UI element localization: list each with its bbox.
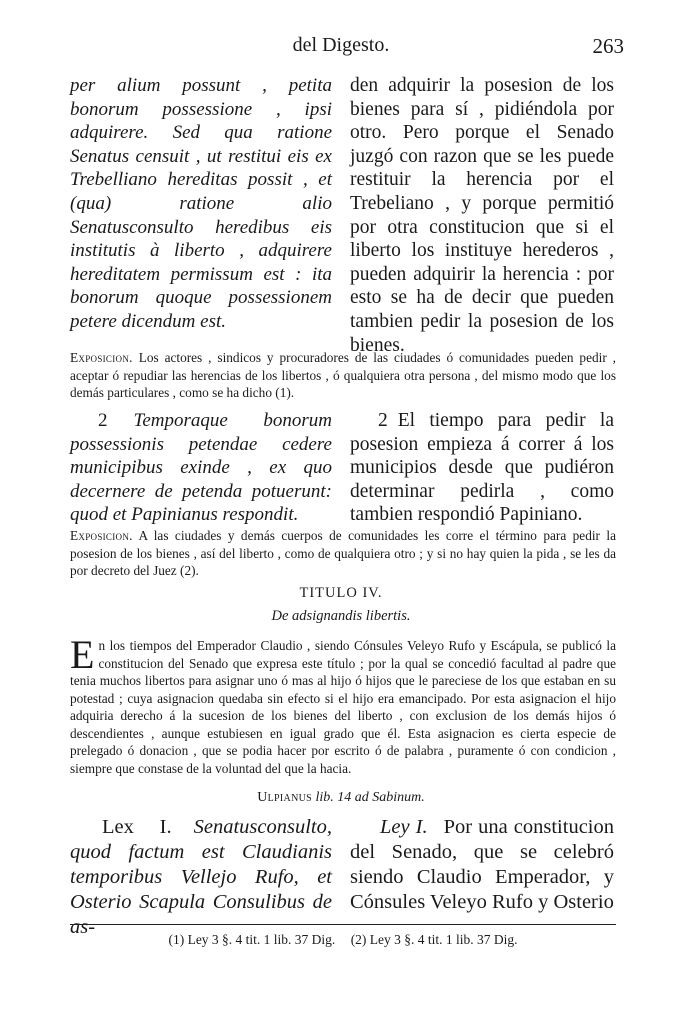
latin-column-1	[70, 74, 332, 334]
titulo-subheading: De adsignandis libertis.	[271, 608, 411, 624]
latin-paragraph-number: 2	[98, 410, 108, 431]
running-header: del Digesto.	[292, 34, 390, 56]
latin-column-3	[70, 815, 332, 940]
footnotes	[70, 932, 616, 948]
source-author: Ulpianus	[257, 790, 312, 805]
spanish-ley-text: Por una constitucion del Senado, que se celebró siendo Claudio Emperador, y Cónsules Veleyo Rufo y Osterio	[350, 816, 614, 913]
exposicion-1	[70, 349, 616, 402]
titulo-introduction	[70, 632, 616, 777]
source-reference: lib. 14 ad Sabinum.	[315, 790, 425, 805]
latin-lex-paragraph	[70, 815, 332, 940]
exposicion-text: Los actores , sindicos y procuradores de las ciudades ó comunidades pueden pedir , aceptar ó repudiar las herencias de los libertos , ó qualquiera otra persona , del mismo modo que los demás particulares , como se ha dicho (1).	[70, 350, 617, 400]
exposicion-label: Exposicion.	[70, 528, 133, 543]
latin-column-2	[70, 409, 332, 527]
page-number: 263	[592, 34, 624, 58]
spanish-paragraph-number: 2	[378, 410, 388, 431]
spanish-ley-paragraph	[350, 815, 614, 915]
latin-paragraph-2	[70, 409, 332, 527]
drop-cap: E	[70, 632, 95, 677]
footnote-divider	[70, 924, 616, 925]
spanish-column-2	[350, 409, 614, 527]
exposicion-label: Exposicion.	[70, 350, 133, 365]
spanish-text-1: den adquirir la posesion de los bienes para sí , pidiéndola por otro. Pero porque el Senado juzgó con razon que se les puede restituir la herencia por el Trebeliano , y porque permitió por otra constitucion que si el liberto los instituye herederos , pueden adquirir la herencia : por esto se ha de decir que pueden tambien pedir la posesion de los bienes.	[350, 75, 614, 356]
lex-label: Lex I.	[102, 816, 172, 838]
latin-text-1: per alium possunt , petita bonorum possessione , ipsi adquirere. Sed qua ratione Senatus censuit , ut restitui eis ex Trebelliano hereditas possit , et (qua) ratione alio Senatusconsulto heredibus eis institutis à liberto , adquirere hereditatem permissum est : ita bonorum quoque possessionem petere dicendum est.	[70, 75, 332, 332]
exposicion-text: A las ciudades y demás cuerpos de comunidades les corre el término para pedir la posesion de los bienes , así del liberto , como de qualquiera otro ; y si no hay quien la pida , se les da por decreto del Juez (2).	[70, 528, 616, 578]
spanish-paragraph-2	[350, 409, 614, 527]
source-citation	[0, 790, 682, 806]
introduction-text: n los tiempos del Emperador Claudio , siendo Cónsules Veleyo Rufo y Escápula, se publicó la constitucion del Senado que expresa este título ; por la qual se concedió facultad al padre que tenia muchos libertos para asignar uno ó mas al hijo ó hijos que le pareciese de los que estaban en su potestad ; cuya asignacion quedaba sin efecto si el hijo era emancipado. Por esta asignacion el hijo adquiria derecho á la sucesion de los bienes del liberto , con exclusion de los demás hijos ó descendientes , aunque estubiesen en igual grado que él. Esta asignacion es cierta especie de prelegado ó donacion , que se podia hacer por escrito ó de palabra , puramente ó con condicion , siempre que constase de la voluntad del que la hacia.	[70, 638, 616, 776]
spanish-column-1	[350, 74, 614, 357]
footnote-1: (1) Ley 3 §. 4 tit. 1 lib. 37 Dig.	[168, 932, 336, 947]
latin-text-2: Temporaque bonorum possessionis petendae cedere municipibus exinde , ex quo decernere de petenda potuerunt: quod et Papinianus respondit.	[70, 410, 332, 526]
exposicion-2	[70, 527, 616, 580]
titulo-heading: TITULO IV.	[299, 585, 383, 601]
footnote-2: (2) Ley 3 §. 4 tit. 1 lib. 37 Dig.	[350, 932, 518, 947]
ley-label: Ley I.	[380, 816, 428, 838]
latin-lex-text: Senatusconsulto, quod factum est Claudianis temporibus Vellejo Rufo, et Osterio Scapula Consulibus de as-	[70, 816, 332, 938]
spanish-column-3	[350, 815, 614, 915]
spanish-text-2: El tiempo para pedir la posesion empieza á correr á los municipios desde que pudiéron determinar pedirla , como tambien respondió Papiniano.	[350, 410, 614, 526]
